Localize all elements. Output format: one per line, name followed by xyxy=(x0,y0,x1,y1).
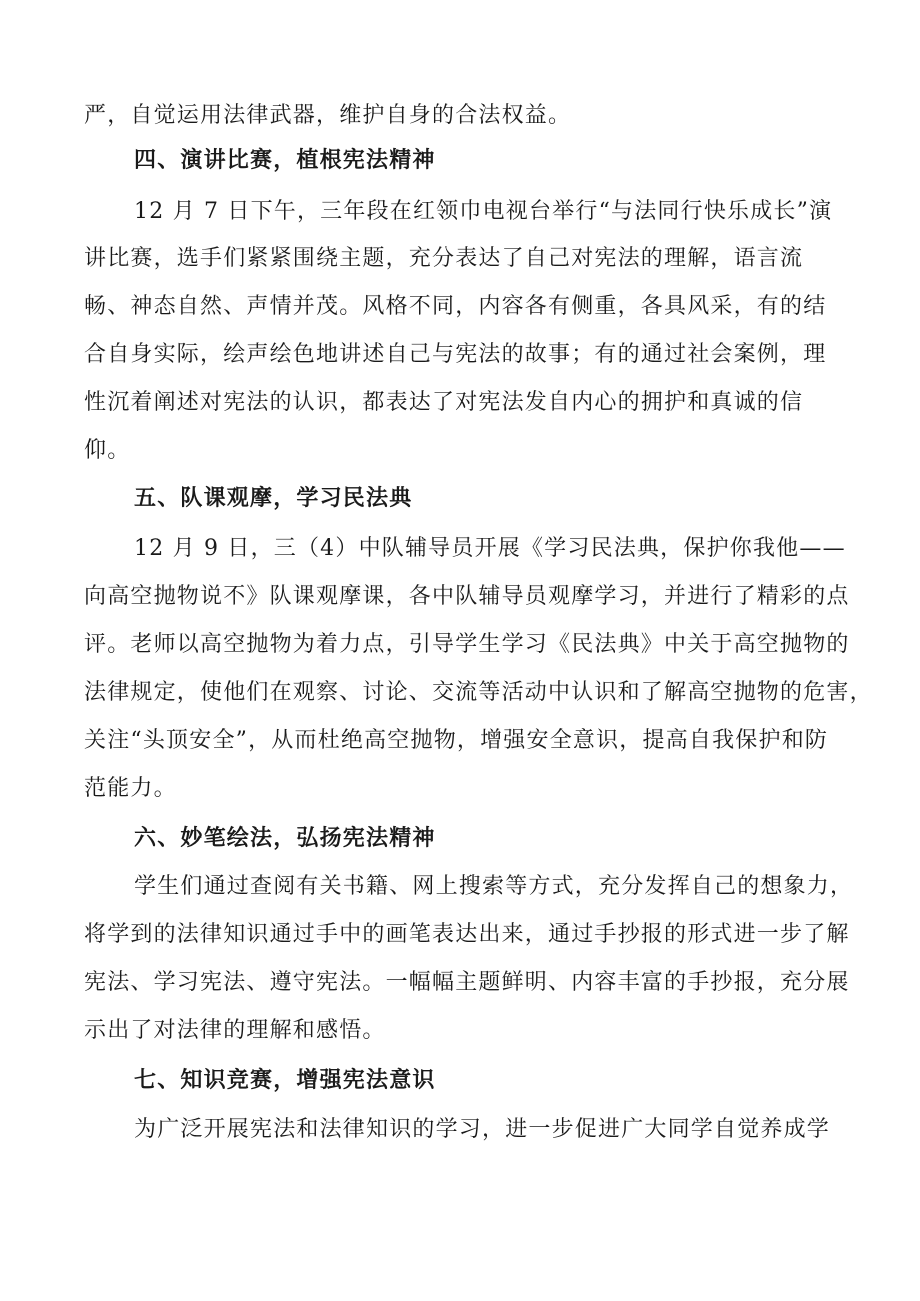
section-heading-7: 七、知识竞赛，增强宪法意识 xyxy=(134,1068,436,1093)
paragraph-line: 畅、神态自然、声情并茂。风格不同，内容各有侧重，各具风采，有的结 xyxy=(84,294,827,319)
paragraph-line: 讲比赛，选手们紧紧围绕主题，充分表达了自己对宪法的理解，语言流 xyxy=(84,246,804,271)
paragraph-line: 向高空抛物说不》队课观摩课，各中队辅导员观摩学习，并进行了精彩的点 xyxy=(84,584,850,609)
paragraph-line: 为广泛开展宪法和法律知识的学习，进一步促进广大同学自觉养成学 xyxy=(134,1117,831,1142)
paragraph-line: 法律规定，使他们在观察、讨论、交流等活动中认识和了解高空抛物的危害， xyxy=(84,680,873,705)
paragraph-line: 12 月 7 日下午，三年段在红领巾电视台举行“与法同行快乐成长”演 xyxy=(134,199,833,224)
paragraph-line: 关注“头顶安全”，从而杜绝高空抛物，增强安全意识，提高自我保护和防 xyxy=(84,728,829,753)
paragraph-line: 宪法、学习宪法、遵守宪法。一幅幅主题鲜明、内容丰富的手抄报，充分展 xyxy=(84,970,850,995)
paragraph-line: 将学到的法律知识通过手中的画笔表达出来，通过手抄报的形式进一步了解 xyxy=(84,922,850,947)
paragraph-line: 示出了对法律的理解和感悟。 xyxy=(84,1018,386,1043)
section-heading-4: 四、演讲比赛，植根宪法精神 xyxy=(134,148,436,173)
paragraph-line: 仰。 xyxy=(84,438,131,463)
section-heading-5: 五、队课观摩，学习民法典 xyxy=(134,486,413,511)
paragraph-line: 严，自觉运用法律武器，维护自身的合法权益。 xyxy=(84,103,572,128)
paragraph-line: 12 月 9 日，三（4）中队辅导员开展《学习民法典，保护你我他—— xyxy=(134,536,846,561)
paragraph-line: 范能力。 xyxy=(84,776,177,801)
paragraph-line: 学生们通过查阅有关书籍、网上搜索等方式，充分发挥自己的想象力， xyxy=(134,874,854,899)
paragraph-line: 评。老师以高空抛物为着力点，引导学生学习《民法典》中关于高空抛物的 xyxy=(84,632,850,657)
section-heading-6: 六、妙笔绘法，弘扬宪法精神 xyxy=(134,826,436,851)
paragraph-line: 合自身实际，绘声绘色地讲述自己与宪法的故事；有的通过社会案例，理 xyxy=(84,342,827,367)
paragraph-line: 性沉着阐述对宪法的认识，都表达了对宪法发自内心的拥护和真诚的信 xyxy=(84,390,804,415)
